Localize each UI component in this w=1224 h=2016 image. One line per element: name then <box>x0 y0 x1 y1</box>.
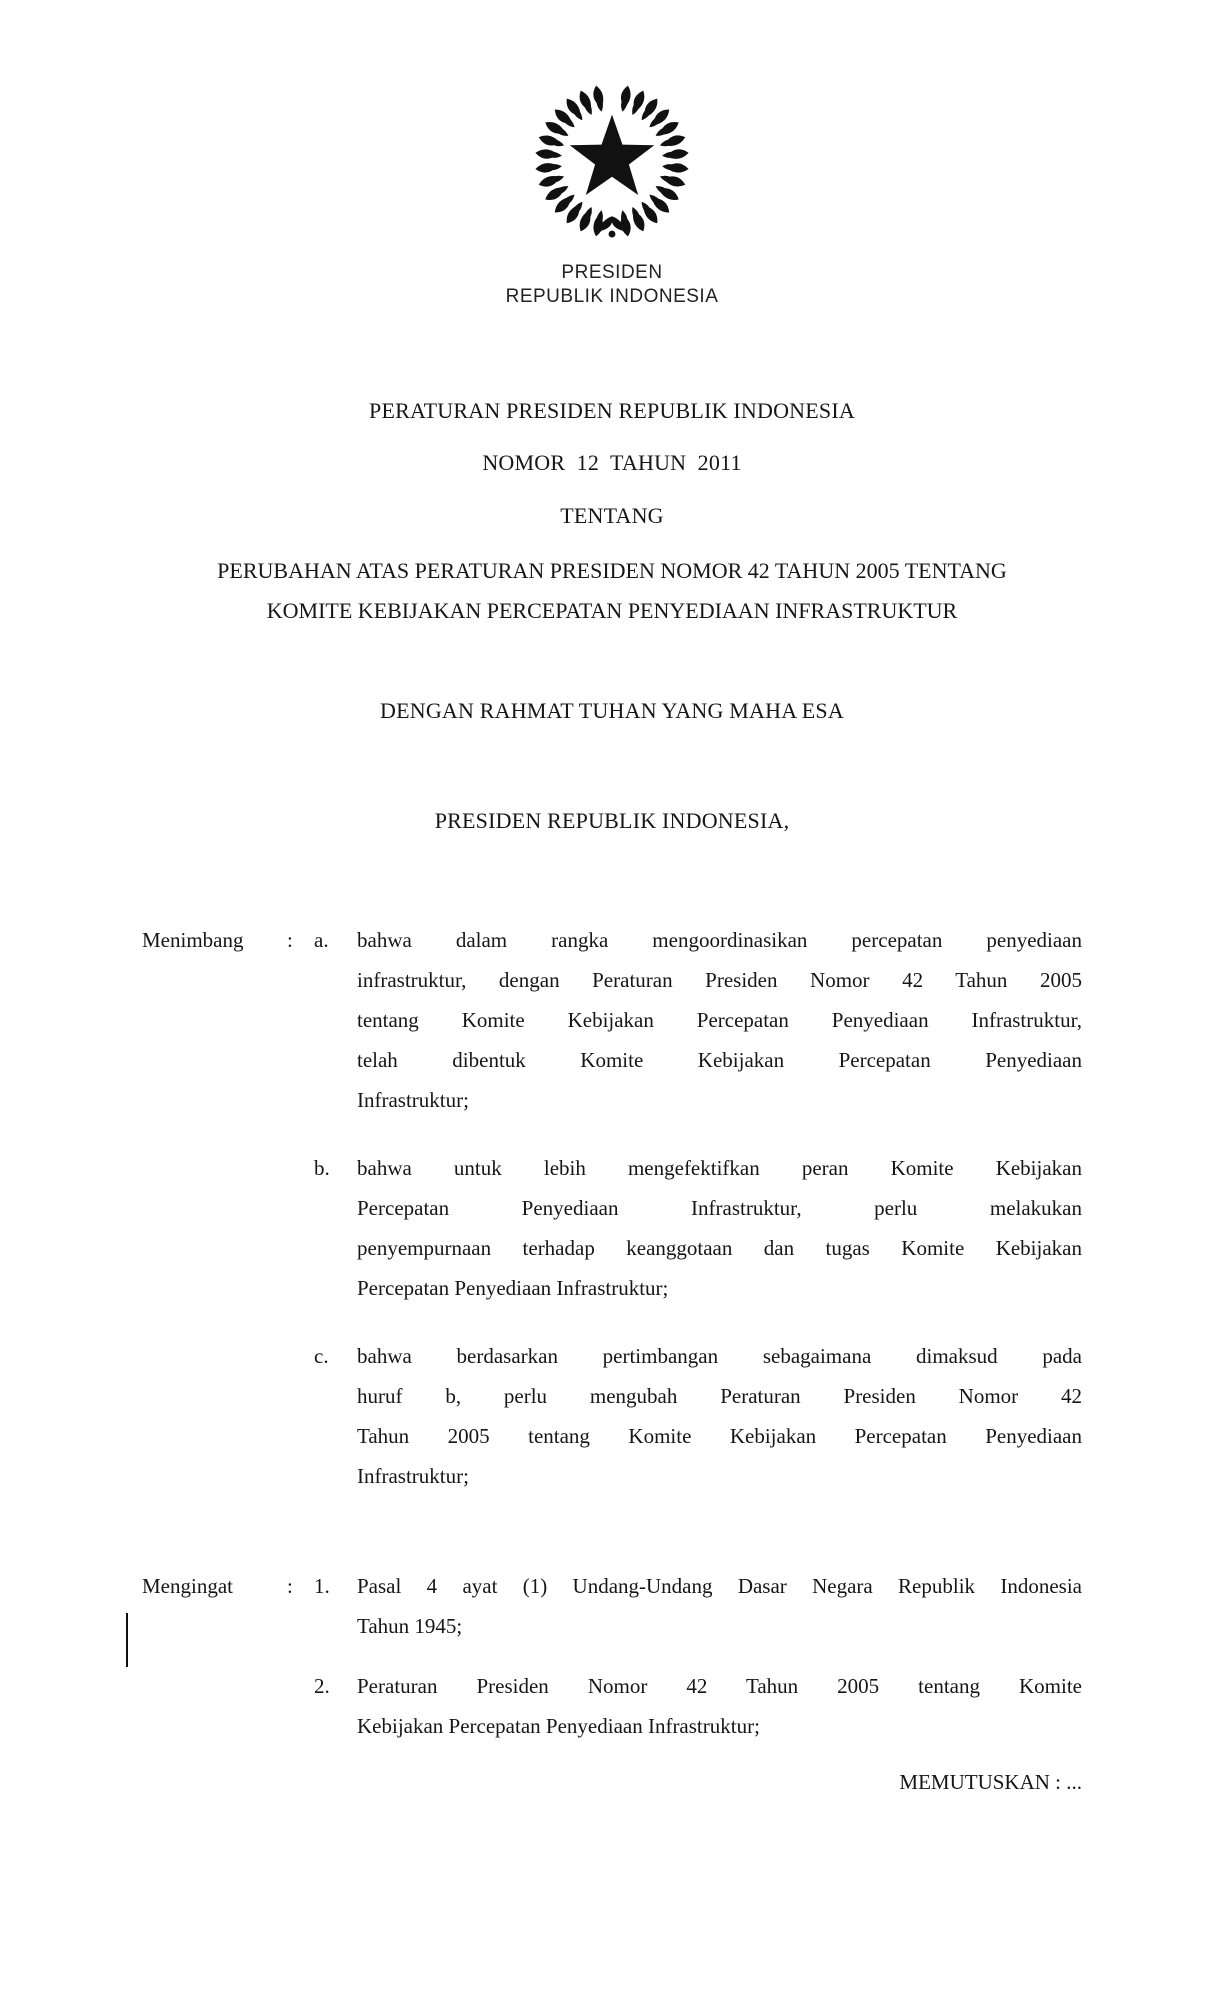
item-marker: b. <box>314 1156 330 1180</box>
item-marker: 2. <box>314 1674 330 1698</box>
regulation-subject-line-1: PERUBAHAN ATAS PERATURAN PRESIDEN NOMOR 42 TAHUN 2005 TENTANG <box>217 558 1007 583</box>
item-marker: 1. <box>314 1574 330 1598</box>
considerations-section <box>142 920 1082 1496</box>
item-text: Pasal 4 ayat (1) Undang-Undang Dasar Negara Republik Indonesia Tahun 1945; <box>357 1574 1082 1638</box>
item-marker: a. <box>314 928 329 952</box>
regulation-subject <box>0 551 1224 631</box>
legal-basis-item-2 <box>314 1666 1082 1746</box>
issuer-line: PRESIDEN REPUBLIK INDONESIA, <box>434 808 790 833</box>
legal-basis-item-1 <box>314 1566 1082 1646</box>
item-text: bahwa untuk lebih mengefektifkan peran Komite Kebijakan Percepatan Penyediaan Infrastruktur, perlu melakukan penyempurnaan terhadap keanggotaan dan tugas Komite Kebijakan Percepatan Penyediaan Infrastruktur; <box>357 1156 1082 1300</box>
regulation-subject-line-2: KOMITE KEBIJAKAN PERCEPATAN PENYEDIAAN INFRASTRUKTUR <box>266 598 958 623</box>
considerations-label: Menimbang <box>142 928 244 952</box>
legal-basis-items <box>314 1566 1082 1746</box>
letterhead-line-republik-indonesia: REPUBLIK INDONESIA <box>505 286 719 307</box>
item-text: Peraturan Presiden Nomor 42 Tahun 2005 tentang Komite Kebijakan Percepatan Penyediaan Infrastruktur; <box>357 1674 1082 1738</box>
item-text: bahwa dalam rangka mengoordinasikan percepatan penyediaan infrastruktur, dengan Peraturan Presiden Nomor 42 Tahun 2005 tentang Komite Kebijakan Percepatan Penyediaan Infrastruktur, telah dibentuk Komite Kebijakan Percepatan Penyediaan Infrastruktur; <box>357 928 1082 1112</box>
legal-basis-colon: : <box>287 1574 293 1598</box>
margin-artifact-line <box>126 1613 128 1667</box>
tentang-label: TENTANG <box>560 503 664 528</box>
star-icon <box>570 115 655 195</box>
presidential-emblem-icon <box>533 78 691 242</box>
decision-line: MEMUTUSKAN : ... <box>899 1770 1082 1794</box>
legal-basis-section <box>142 1566 1082 1746</box>
letterhead-emblem <box>0 78 1224 247</box>
consideration-item-a <box>314 920 1082 1120</box>
legal-basis-label: Mengingat <box>142 1574 233 1598</box>
item-marker: c. <box>314 1344 329 1368</box>
letterhead <box>0 261 1224 309</box>
consideration-item-b <box>314 1148 1082 1308</box>
letterhead-line-presiden: PRESIDEN <box>561 262 663 283</box>
regulation-number: NOMOR 12 TAHUN 2011 <box>482 450 742 475</box>
consideration-item-c <box>314 1336 1082 1496</box>
considerations-items <box>314 920 1082 1496</box>
regulation-title: PERATURAN PRESIDEN REPUBLIK INDONESIA <box>369 398 855 423</box>
invocation-line: DENGAN RAHMAT TUHAN YANG MAHA ESA <box>380 698 844 723</box>
item-text: bahwa berdasarkan pertimbangan sebagaimana dimaksud pada huruf b, perlu mengubah Peraturan Presiden Nomor 42 Tahun 2005 tentang Komite Kebijakan Percepatan Penyediaan Infrastruktur; <box>357 1344 1082 1488</box>
considerations-colon: : <box>287 928 293 952</box>
